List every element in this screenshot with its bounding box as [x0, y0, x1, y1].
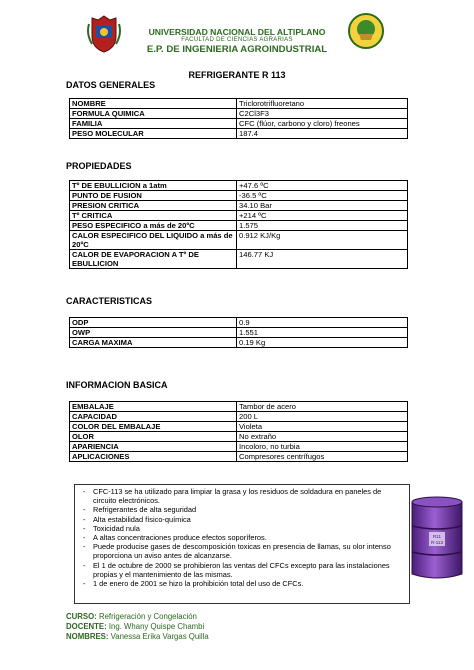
drum-label-text-1: R11 [433, 534, 441, 539]
notes-box [74, 484, 410, 604]
document-title: REFRIGERANTE R 113 [188, 70, 286, 80]
list-item: - 1 de enero de 2001 se hizo la prohibición total del uso de CFCs. [93, 579, 405, 588]
datos-generales-table [69, 98, 408, 139]
table-row: OLOR No extraño [70, 432, 408, 442]
footer-curso: CURSO: Refrigeración y Congelación [66, 612, 197, 621]
table-row: Tº CRITICA +214 ºC [70, 211, 408, 221]
table-row: OWP 1.551 [70, 328, 408, 338]
table-row: CALOR ESPECIFICO DEL LIQUIDO a más de 20ºC 0.912 KJ/Kg [70, 231, 408, 250]
list-item: - Refrigerantes de alta seguridad [93, 505, 405, 514]
table-row: APLICACIONES Compresores centrífugos [70, 452, 408, 462]
list-item: - A altas concentraciones produce efectos soporíferos. [93, 533, 405, 542]
table-row: CALOR DE EVAPORACION A Tº DE EBULLICION 146.77 KJ [70, 250, 408, 269]
caracteristicas-table [69, 317, 408, 348]
informacion-basica-table [69, 401, 408, 462]
table-row: ODP 0.9 [70, 318, 408, 328]
table-row: CARGA MAXIMA 0.19 Kg [70, 338, 408, 348]
list-item: - El 1 de octubre de 2000 se prohibieron las ventas del CFCs excepto para las instalaciones propias y el mantenimiento de las mismas. [93, 561, 405, 579]
steel-drum-image [408, 496, 466, 580]
heading-informacion-basica: INFORMACION BASICA [66, 380, 168, 390]
table-row: FAMILIA CFC (flúor, carbono y cloro) freones [70, 119, 408, 129]
heading-caracteristicas: CARACTERISTICAS [66, 296, 153, 306]
table-row: NOMBRE Triclorotrifluoretano [70, 99, 408, 109]
list-item: - Puede producise gases de descomposición toxicas en presencia de llamas, su olor intenso proporciona un aviso antes de alcanzarse. [93, 542, 405, 560]
table-row: PUNTO DE FUSION -36.5 ºC [70, 191, 408, 201]
list-item: - Toxicidad nula [93, 524, 405, 533]
table-row: Tº DE EBULLICION a 1atm +47.6 ºC [70, 181, 408, 191]
table-row: CAPACIDAD 200 L [70, 412, 408, 422]
university-name: UNIVERSIDAD NACIONAL DEL ALTIPLANO [148, 27, 326, 37]
table-row: FORMULA QUIMICA C2Cl3F3 [70, 109, 408, 119]
drum-label-text-2: R-113 [431, 540, 443, 545]
table-row: PESO MOLECULAR 187.4 [70, 129, 408, 139]
list-item: - CFC-113 se ha utilizado para limpiar la grasa y los residuos de soldadura en paneles de circuito electrónicos. [93, 487, 405, 505]
heading-propiedades: PROPIEDADES [66, 161, 132, 171]
list-item: - Alta estabilidad físico-química [93, 515, 405, 524]
table-row: PESO ESPECIFICO a más de 20ºC 1.575 [70, 221, 408, 231]
table-row: APARIENCIA Incoloro, no turbia [70, 442, 408, 452]
table-row: PRESION CRITICA 34.10 Bar [70, 201, 408, 211]
heading-datos-generales: DATOS GENERALES [66, 80, 156, 90]
footer-docente: DOCENTE: Ing. Whany Quispe Chambi [66, 622, 205, 631]
faculty-name: FACULTAD DE CIENCIAS AGRARIAS [181, 37, 293, 43]
table-row: EMBALAJE Tambor de acero [70, 402, 408, 412]
table-row: COLOR DEL EMBALAJE Violeta [70, 422, 408, 432]
footer-nombres: NOMBRES: Vanessa Erika Vargas Quilla [66, 632, 209, 641]
school-name: E.P. DE INGENIERIA AGROINDUSTRIAL [146, 44, 328, 55]
propiedades-table [69, 180, 408, 269]
